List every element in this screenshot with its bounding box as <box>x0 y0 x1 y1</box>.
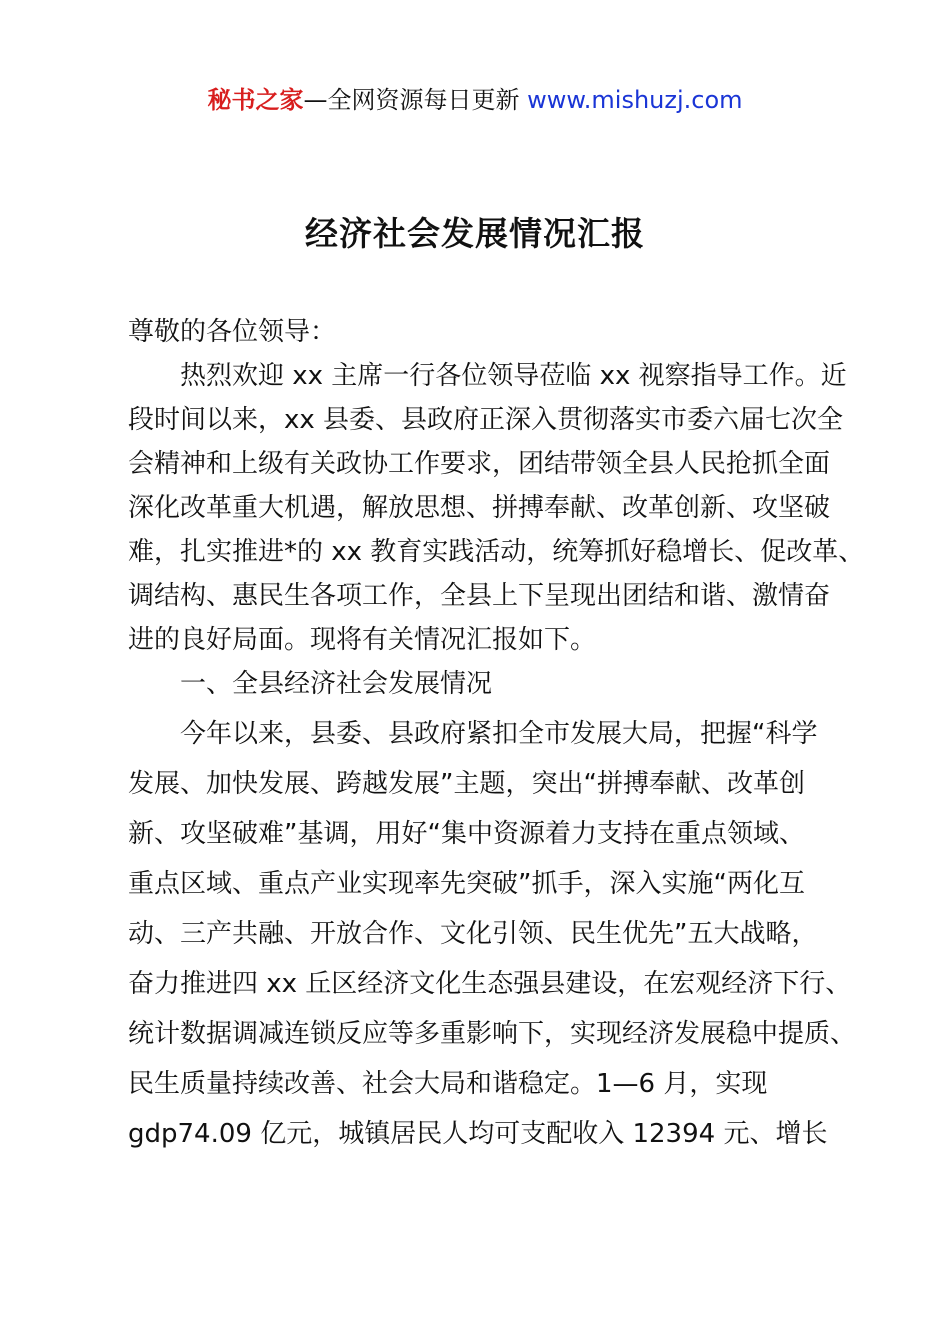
brand-name: 秘书之家 <box>207 86 304 114</box>
paragraph-line: 动、三产共融、开放合作、文化引领、民生优先”五大战略， <box>128 919 818 949</box>
paragraph-line: 发展、加快发展、跨越发展”主题，突出“拼搏奉献、改革创 <box>128 769 805 799</box>
paragraph-line: 热烈欢迎 xx 主席一行各位领导莅临 xx 视察指导工作。近 <box>180 361 847 391</box>
greeting: 尊敬的各位领导： <box>128 317 337 347</box>
paragraph-line: 深化改革重大机遇，解放思想、拼搏奉献、改革创新、攻坚破 <box>128 493 831 523</box>
header-tagline: —全网资源每日更新 <box>303 86 528 114</box>
paragraph-line: 今年以来，县委、县政府紧扣全市发展大局，把握“科学 <box>180 719 818 749</box>
paragraph-line: 难，扎实推进*的 xx 教育实践活动，统筹抓好稳增长、促改革、 <box>128 537 865 567</box>
paragraph-line: 奋力推进四 xx 丘区经济文化生态强县建设，在宏观经济下行、 <box>128 969 852 999</box>
document-body <box>128 310 865 706</box>
paragraph-line: 会精神和上级有关政协工作要求，团结带领全县人民抢抓全面 <box>128 449 831 479</box>
paragraph-line: gdp74.09 亿元，城镇居民人均可支配收入 12394 元、增长 <box>128 1119 828 1149</box>
paragraph-line: 统计数据调减连锁反应等多重影响下，实现经济发展稳中提质、 <box>128 1019 857 1049</box>
paragraph-line: 段时间以来，xx 县委、县政府正深入贯彻落实市委六届七次全 <box>128 405 844 435</box>
section-heading: 一、全县经济社会发展情况 <box>180 669 493 699</box>
document-title: 经济社会发展情况汇报 <box>305 214 645 253</box>
paragraph-line: 重点区域、重点产业实现率先突破”抓手，深入实施“两化互 <box>128 869 805 899</box>
paragraph-line: 进的良好局面。现将有关情况汇报如下。 <box>128 625 597 655</box>
paragraph-line: 新、攻坚破难”基调，用好“集中资源着力支持在重点领域、 <box>128 819 805 849</box>
site-url-link[interactable]: www.mishuzj.com <box>527 86 743 114</box>
section-body <box>128 709 857 1159</box>
paragraph-line: 民生质量持续改善、社会大局和谐稳定。1—6 月，实现 <box>128 1069 768 1099</box>
site-header <box>0 80 950 115</box>
paragraph-line: 调结构、惠民生各项工作，全县上下呈现出团结和谐、激情奋 <box>128 581 831 611</box>
